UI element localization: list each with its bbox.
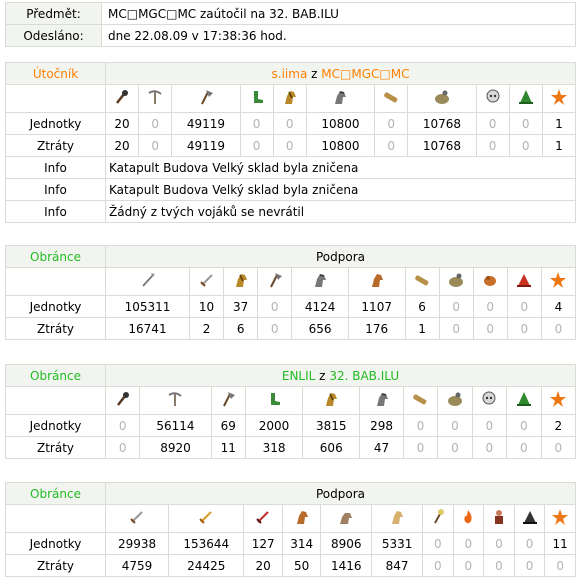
from-word: z [319,368,326,383]
catapult-icon [446,390,464,411]
ram-icon [413,271,431,292]
unit-icon-cell [514,505,545,533]
sent-value: dne 22.08.09 v 17:38:36 hod. [102,25,576,47]
unit-icon-cell [509,85,542,113]
axe-icon [197,88,215,109]
elephant-icon [481,271,499,292]
spear-icon [139,271,157,292]
unit-count-cell: 0 [507,318,541,340]
unit-icon-cell [541,268,575,296]
unit-count-cell: 0 [422,555,453,577]
unit-count-cell: 24425 [169,555,244,577]
unit-count-cell: 0 [139,135,172,157]
unit-count-cell: 0 [476,113,509,135]
unit-count-cell: 3815 [303,415,360,437]
unit-count-cell: 6 [224,318,258,340]
info-text: Žádný z tvých vojáků se nevrátil [106,201,576,223]
unit-count-cell: 29938 [106,533,169,555]
subject-label: Předmět: [6,3,102,25]
heavy-horse-icon [331,88,349,109]
unit-count-cell: 0 [240,135,273,157]
icon-row-spacer [6,505,106,533]
unit-count-cell: 0 [139,113,172,135]
sword-icon [198,271,216,292]
unit-count-cell: 1416 [321,555,372,577]
unit-count-cell: 0 [507,415,541,437]
horse-icon [293,508,311,529]
unit-count-cell: 314 [282,533,320,555]
from-word: z [311,66,318,81]
unit-icon-cell [106,268,190,296]
unit-count-cell: 10800 [306,113,374,135]
unit-count-cell: 176 [348,318,405,340]
defender-table [5,364,576,459]
unit-count-cell: 127 [244,533,282,555]
defender-village-link[interactable]: 32. BAB.ILU [329,368,400,383]
unit-count-cell: 47 [360,437,403,459]
support-table-2 [5,482,576,577]
unit-icon-cell [245,387,302,415]
unit-count-cell: 0 [106,437,140,459]
green-hat-icon [515,390,533,411]
unit-icon-cell [439,268,473,296]
unit-count-cell: 2 [541,415,575,437]
unit-count-cell: 0 [509,135,542,157]
unit-count-cell: 0 [514,555,545,577]
unit-count-cell: 2000 [245,415,302,437]
info-label: Info [6,201,106,223]
unit-count-cell: 69 [211,415,245,437]
axe-icon [219,390,237,411]
catapult-icon [433,88,451,109]
mace-icon [113,88,131,109]
scythe-icon [146,88,164,109]
unit-count-cell: 10768 [408,135,476,157]
unit-count-cell: 50 [282,555,320,577]
red-sword-icon [254,508,272,529]
unit-icon-cell [476,85,509,113]
unit-count-cell: 847 [372,555,423,577]
subject-value: MC□MGC□MC zaútočil na 32. BAB.ILU [102,3,576,25]
unit-icon-cell [240,85,273,113]
camel-icon [337,508,355,529]
unit-icon-cell [507,268,541,296]
black-hat-icon [521,508,539,529]
info-text: Katapult Budova Velký sklad byla zničena [106,157,576,179]
unit-count-cell: 318 [245,437,302,459]
unit-count-cell: 0 [106,415,140,437]
light-horse-icon [232,271,250,292]
unit-count-cell: 0 [476,135,509,157]
attacker-role-label: Útočník [6,63,106,85]
attacker-header [106,63,576,85]
unit-count-cell: 0 [439,318,473,340]
scythe-icon [166,390,184,411]
unit-icon-cell [169,505,244,533]
unit-icon-cell [372,505,423,533]
unit-count-cell: 0 [507,296,541,318]
sword-icon [128,508,146,529]
heavy-horse-icon [373,390,391,411]
unit-count-cell: 20 [106,135,139,157]
unit-icon-cell [140,387,211,415]
unit-count-cell: 0 [438,437,472,459]
heavy-horse-icon [311,271,329,292]
unit-icon-cell [244,505,282,533]
row-label: Ztráty [6,318,106,340]
defender-role-label: Obránce [6,365,106,387]
red-hat-icon [515,271,533,292]
unit-icon-cell [507,387,541,415]
unit-count-cell: 0 [375,113,408,135]
unit-count-cell: 1 [405,318,439,340]
unit-count-cell: 37 [224,296,258,318]
unit-count-cell: 0 [375,135,408,157]
unit-icon-cell [438,387,472,415]
unit-icon-cell [273,85,306,113]
unit-count-cell: 0 [273,113,306,135]
row-label: Ztráty [6,135,106,157]
unit-count-cell: 8920 [140,437,211,459]
defender-player-link[interactable]: ENLIL [281,368,316,383]
unit-count-cell: 0 [258,318,292,340]
ram-icon [382,88,400,109]
unit-icon-cell [106,85,139,113]
unit-count-cell: 0 [509,113,542,135]
unit-icon-cell [258,268,292,296]
unit-count-cell: 10 [190,296,224,318]
unit-count-cell: 20 [106,113,139,135]
skull-icon [484,88,502,109]
torch-icon [429,508,447,529]
star-icon [549,390,567,411]
row-label: Jednotky [6,533,106,555]
unit-icon-cell [473,268,507,296]
horse-icon [368,271,386,292]
unit-count-cell: 11 [211,437,245,459]
unit-icon-cell [348,268,405,296]
warrior-icon [490,508,508,529]
info-text: Katapult Budova Velký sklad byla zničena [106,179,576,201]
unit-icon-cell [545,505,576,533]
attacker-player-link[interactable]: s.iima [271,66,308,81]
unit-icon-cell [172,85,240,113]
unit-count-cell: 49119 [172,135,240,157]
unit-icon-cell [405,268,439,296]
icon-row-spacer [6,85,106,113]
unit-count-cell: 0 [240,113,273,135]
defender-header [106,365,576,387]
unit-icon-cell [403,387,437,415]
unit-count-cell: 656 [292,318,349,340]
unit-icon-cell [472,387,506,415]
light-horse-icon [281,88,299,109]
unit-icon-cell [211,387,245,415]
attacker-table [5,62,576,223]
unit-count-cell: 4124 [292,296,349,318]
unit-icon-cell [541,387,575,415]
unit-icon-cell [321,505,372,533]
star-icon [550,88,568,109]
unit-icon-cell [453,505,484,533]
info-label: Info [6,157,106,179]
unit-count-cell: 10800 [306,135,374,157]
axe-icon [266,271,284,292]
unit-icon-cell [484,505,515,533]
unit-count-cell: 0 [472,415,506,437]
unit-count-cell: 1 [542,113,575,135]
ram-icon [411,390,429,411]
unit-count-cell: 105311 [106,296,190,318]
unit-icon-cell [139,85,172,113]
unit-count-cell: 0 [484,555,515,577]
skull-icon [480,390,498,411]
star-icon [549,271,567,292]
golden-sword-icon [197,508,215,529]
unit-count-cell: 0 [484,533,515,555]
catapult-icon [447,271,465,292]
unit-icon-cell [282,505,320,533]
unit-icon-cell [190,268,224,296]
unit-icon-cell [375,85,408,113]
unit-count-cell: 0 [514,533,545,555]
unit-count-cell: 0 [403,415,437,437]
unit-count-cell: 49119 [172,113,240,135]
boot-icon [248,88,266,109]
unit-count-cell: 0 [473,296,507,318]
unit-icon-cell [106,505,169,533]
row-label: Ztráty [6,555,106,577]
mace-icon [114,390,132,411]
green-hat-icon [517,88,535,109]
unit-count-cell: 16741 [106,318,190,340]
icon-row-spacer [6,387,106,415]
unit-count-cell: 0 [473,318,507,340]
unit-count-cell: 56114 [140,415,211,437]
row-label: Jednotky [6,296,106,318]
info-label: Info [6,179,106,201]
unit-count-cell: 0 [439,296,473,318]
defender-role-label: Obránce [6,483,106,505]
unit-count-cell: 0 [453,533,484,555]
report-summary [5,2,576,47]
unit-icon-cell [408,85,476,113]
unit-count-cell: 0 [258,296,292,318]
row-label: Jednotky [6,415,106,437]
fire-icon [459,508,477,529]
support-title: Podpora [106,246,576,268]
unit-count-cell: 0 [507,437,541,459]
support-title: Podpora [106,483,576,505]
unit-count-cell: 298 [360,415,403,437]
support-table-1 [5,245,576,340]
unit-icon-cell [542,85,575,113]
unit-count-cell: 0 [453,555,484,577]
unit-count-cell: 10768 [408,113,476,135]
unit-icon-cell [360,387,403,415]
unit-count-cell: 0 [422,533,453,555]
unit-count-cell: 0 [472,437,506,459]
unit-count-cell: 0 [438,415,472,437]
unit-count-cell: 0 [273,135,306,157]
light-horse-icon [322,390,340,411]
unit-count-cell: 5331 [372,533,423,555]
row-label: Ztráty [6,437,106,459]
unit-count-cell: 0 [541,318,575,340]
boot-icon [265,390,283,411]
unit-count-cell: 606 [303,437,360,459]
unit-icon-cell [224,268,258,296]
unit-count-cell: 0 [541,437,575,459]
unit-icon-cell [106,387,140,415]
unit-count-cell: 1107 [348,296,405,318]
unit-count-cell: 1 [542,135,575,157]
defender-role-label: Obránce [6,246,106,268]
unit-icon-cell [422,505,453,533]
horse2-icon [388,508,406,529]
unit-count-cell: 153644 [169,533,244,555]
attacker-village-link[interactable]: MC□MGC□MC [321,66,410,81]
unit-count-cell: 0 [403,437,437,459]
row-label: Jednotky [6,113,106,135]
unit-count-cell: 2 [190,318,224,340]
unit-count-cell: 8906 [321,533,372,555]
unit-icon-cell [306,85,374,113]
unit-count-cell: 20 [244,555,282,577]
star-icon [551,508,569,529]
unit-count-cell: 0 [545,555,576,577]
unit-count-cell: 4 [541,296,575,318]
unit-icon-cell [303,387,360,415]
unit-count-cell: 4759 [106,555,169,577]
unit-count-cell: 11 [545,533,576,555]
sent-label: Odesláno: [6,25,102,47]
unit-count-cell: 6 [405,296,439,318]
icon-row-spacer [6,268,106,296]
unit-icon-cell [292,268,349,296]
